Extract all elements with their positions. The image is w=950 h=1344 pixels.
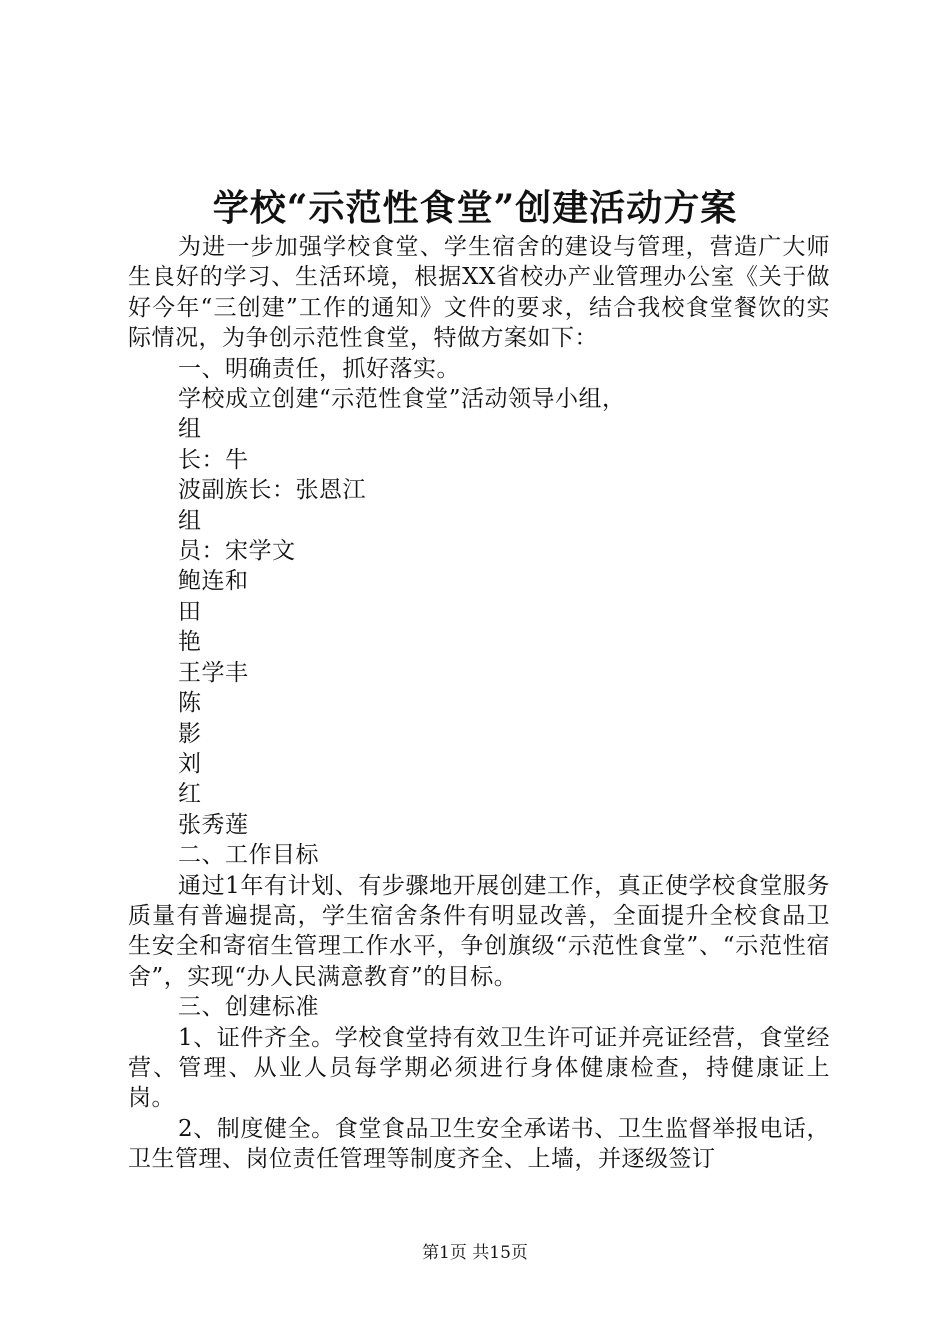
section-heading-2: 二、工作目标: [178, 842, 319, 869]
goals-paragraph: 通过1年有计划、有步骤地开展创建工作，真正使学校食堂服务质量有普遍提高，学生宿舍条件有明显改善，全面提升全校食品卫生安全和寄宿生管理工作水平，争创旗级“示范性食堂”、“示范性宿舍”，实现“办人民满意教育”的目标。: [128, 872, 830, 990]
section-heading-1: 一、明确责任，抓好落实。: [178, 355, 460, 382]
standard-paragraph-1: 1、证件齐全。学校食堂持有效卫生许可证并亮证经营，食堂经营、管理、从业人员每学期必须进行身体健康检查，持健康证上岗。: [128, 1024, 830, 1112]
body-line: 田: [178, 598, 202, 625]
body-line: 张秀莲: [178, 811, 249, 838]
body-line: 王学丰: [178, 659, 249, 686]
document-body: [128, 232, 830, 1175]
body-line: 刘: [178, 750, 202, 777]
body-line: 组: [178, 507, 202, 534]
body-line: 鲍连和: [178, 568, 249, 595]
body-line: 长：牛: [178, 446, 249, 473]
intro-paragraph: 为进一步加强学校食堂、学生宿舍的建设与管理，营造广大师生良好的学习、生活环境，根据XX省校办产业管理办公室《关于做好今年“三创建”工作的通知》文件的要求，结合我校食堂餐饮的实际情况，为争创示范性食堂，特做方案如下：: [128, 234, 830, 352]
body-line: 学校成立创建“示范性食堂”活动领导小组，: [178, 386, 626, 413]
standard-paragraph-2: 2、制度健全。食堂食品卫生安全承诺书、卫生监督举报电话，卫生管理、岗位责任管理等制度齐全、上墙，并逐级签订: [128, 1115, 830, 1173]
body-line: 陈: [178, 690, 202, 717]
document-title: 学校“示范性食堂”创建活动方案: [212, 187, 738, 229]
section-heading-3: 三、创建标准: [178, 994, 319, 1021]
body-line: 员：宋学文: [178, 538, 296, 565]
body-line: 波副族长：张恩江: [178, 477, 366, 504]
body-line: 艳: [178, 629, 202, 656]
page-footer: 第1页 共15页: [422, 1243, 528, 1263]
body-line: 影: [178, 720, 202, 747]
body-line: 红: [178, 781, 202, 808]
body-line: 组: [178, 416, 202, 443]
